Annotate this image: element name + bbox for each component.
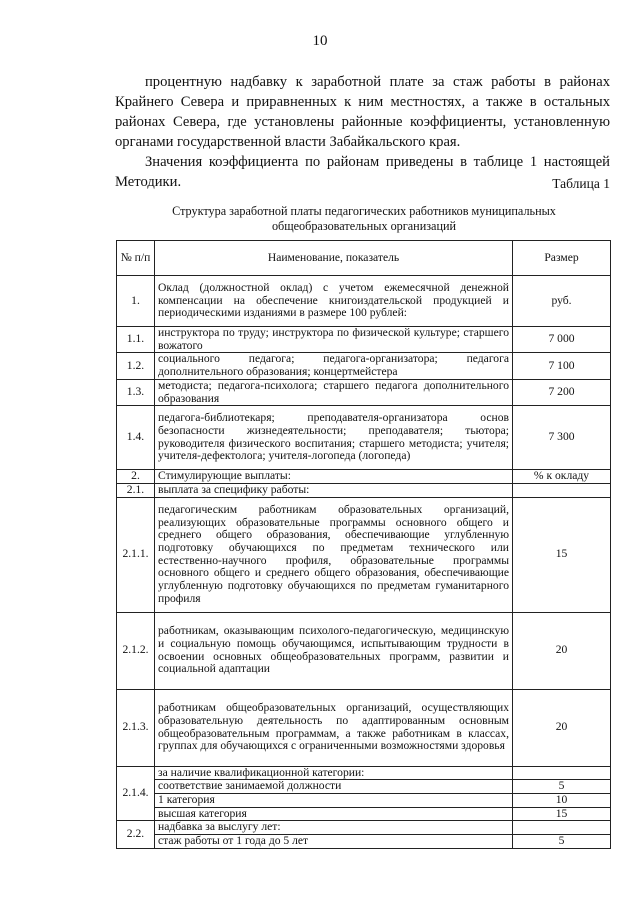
row-name: за наличие квалификационной категории: bbox=[155, 766, 513, 780]
table-title: Структура заработной платы педагогических работников муниципальных общеобразовательных организаций bbox=[172, 204, 556, 233]
table-row bbox=[117, 689, 611, 766]
row-num: 2.1.3. bbox=[117, 689, 155, 766]
table-row bbox=[117, 835, 611, 849]
row-value bbox=[513, 821, 611, 835]
table-row bbox=[117, 483, 611, 497]
row-value: 20 bbox=[513, 689, 611, 766]
table-row bbox=[117, 766, 611, 780]
row-name: инструктора по труду; инструктора по физической культуре; старшего вожатого bbox=[155, 327, 513, 353]
row-num: 1. bbox=[117, 276, 155, 327]
table-row bbox=[117, 470, 611, 484]
row-value: 7 300 bbox=[513, 406, 611, 470]
row-num: 1.1. bbox=[117, 327, 155, 353]
table-row bbox=[117, 497, 611, 612]
row-value: 10 bbox=[513, 794, 611, 808]
row-name: Оклад (должностной оклад) с учетом ежемесячной денежной компенсации на обеспечение книгоиздательской продукцией и периодическими изданиями в размере 100 рублей: bbox=[155, 276, 513, 327]
header-num: № п/п bbox=[117, 241, 155, 276]
row-num: 1.4. bbox=[117, 406, 155, 470]
row-name: надбавка за выслугу лет: bbox=[155, 821, 513, 835]
row-name: стаж работы от 1 года до 5 лет bbox=[155, 835, 513, 849]
intro-paragraph-2: Значения коэффициента по районам приведены в таблице 1 настоящей Методики. bbox=[115, 154, 610, 190]
table-row bbox=[117, 327, 611, 353]
row-name: методиста; педагога-психолога; старшего педагога дополнительного образования bbox=[155, 379, 513, 405]
salary-structure-table bbox=[116, 240, 611, 849]
row-value: руб. bbox=[513, 276, 611, 327]
row-name: работникам, оказывающим психолого-педагогическую, медицинскую и социальную помощь обучающимся, испытывающим трудности в освоении основных общеобразовательных программ, развитии и социальной адаптации bbox=[155, 612, 513, 689]
row-name: педагогическим работникам образовательных организаций, реализующих образовательные программы основного общего и среднего общего образования, обеспечивающие углубленную подготовку обучающихся по предметам технического или естественно-научного профиля, образовательные программы основного общего и среднего общего образования, обеспечивающие углубленную подготовку обучающихся по предметам гуманитарного профиля bbox=[155, 497, 513, 612]
intro-paragraph-1: процентную надбавку к заработной плате за стаж работы в районах Крайнего Севера и приравненных к ним местностях, а также в остальных районах Севера, где установлены районные коэффициенты, установленную органами государственной власти Забайкальского края. bbox=[115, 74, 610, 150]
row-name: педагога-библиотекаря; преподавателя-организатора основ безопасности жизнедеятельности; преподавателя; тьютора; руководителя физического воспитания; старшего методиста; учителя; учителя-дефектолога; учителя-логопеда (логопеда) bbox=[155, 406, 513, 470]
row-num: 2.1. bbox=[117, 483, 155, 497]
table-row bbox=[117, 406, 611, 470]
row-num: 2.1.1. bbox=[117, 497, 155, 612]
table-row bbox=[117, 794, 611, 808]
row-name: Стимулирующие выплаты: bbox=[155, 470, 513, 484]
row-num: 2.2. bbox=[117, 821, 155, 848]
row-value: 20 bbox=[513, 612, 611, 689]
row-name: соответствие занимаемой должности bbox=[155, 780, 513, 794]
row-name: работникам общеобразовательных организаций, осуществляющих образовательную деятельность по адаптированным основным общеобразовательным программам, а также работникам в классах, группах для обучающихся с ограниченными возможностями здоровья bbox=[155, 689, 513, 766]
row-num: 2. bbox=[117, 470, 155, 484]
row-num: 1.3. bbox=[117, 379, 155, 405]
table-row bbox=[117, 379, 611, 405]
intro-text bbox=[115, 72, 610, 192]
row-value bbox=[513, 766, 611, 780]
row-name: высшая категория bbox=[155, 807, 513, 821]
table-row bbox=[117, 807, 611, 821]
row-name: 1 категория bbox=[155, 794, 513, 808]
table-row bbox=[117, 276, 611, 327]
row-value: 7 100 bbox=[513, 353, 611, 379]
table-row bbox=[117, 353, 611, 379]
table-row bbox=[117, 821, 611, 835]
page-number: 10 bbox=[312, 33, 328, 49]
row-value: 15 bbox=[513, 497, 611, 612]
row-value: 7 200 bbox=[513, 379, 611, 405]
row-num: 1.2. bbox=[117, 353, 155, 379]
row-num: 2.1.4. bbox=[117, 766, 155, 821]
row-value: % к окладу bbox=[513, 470, 611, 484]
table-row bbox=[117, 780, 611, 794]
header-name: Наименование, показатель bbox=[155, 241, 513, 276]
row-value bbox=[513, 483, 611, 497]
row-name: выплата за специфику работы: bbox=[155, 483, 513, 497]
row-value: 7 000 bbox=[513, 327, 611, 353]
header-size: Размер bbox=[513, 241, 611, 276]
row-num: 2.1.2. bbox=[117, 612, 155, 689]
row-name: социального педагога; педагога-организатора; педагога дополнительного образования; концертмейстера bbox=[155, 353, 513, 379]
row-value: 5 bbox=[513, 835, 611, 849]
row-value: 15 bbox=[513, 807, 611, 821]
table-caption: Таблица 1 bbox=[552, 176, 610, 191]
table-row bbox=[117, 612, 611, 689]
table-header-row bbox=[117, 241, 611, 276]
row-value: 5 bbox=[513, 780, 611, 794]
